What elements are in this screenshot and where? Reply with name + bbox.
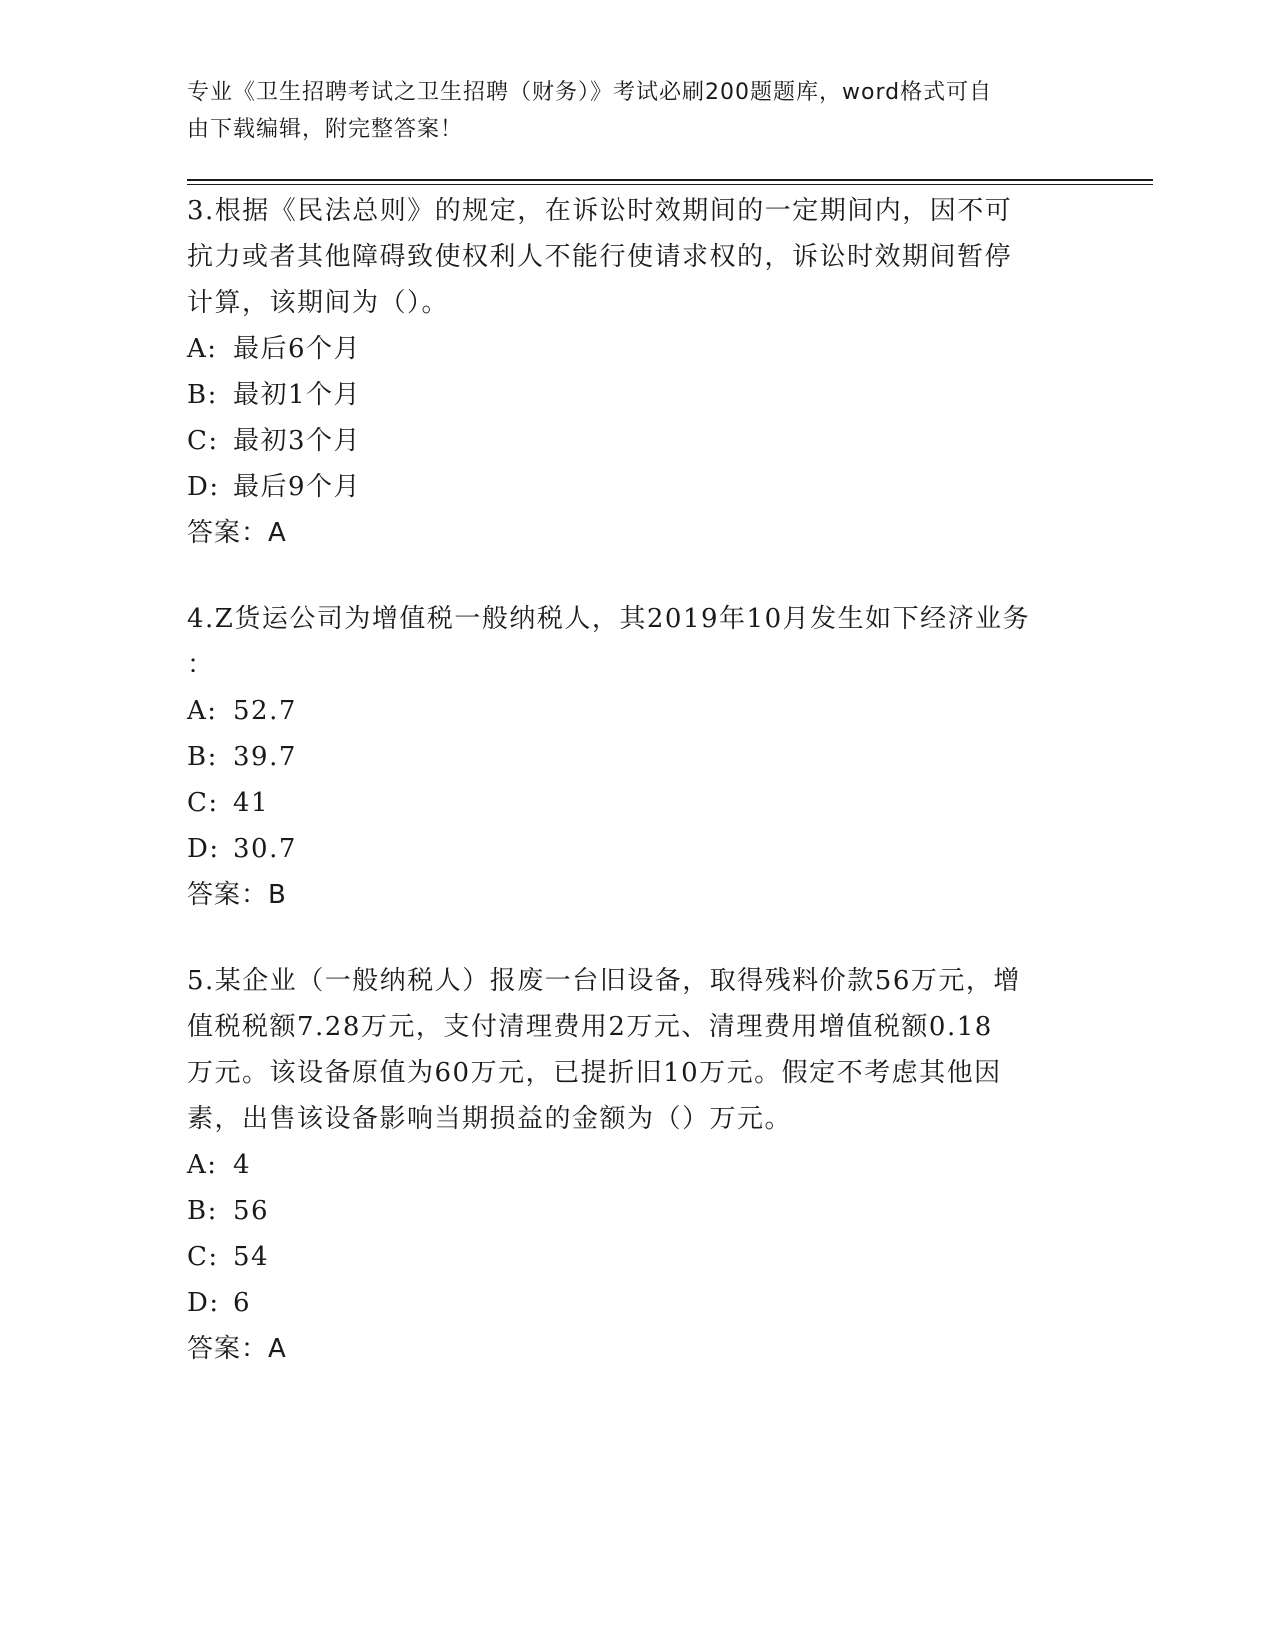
stem-line: 5.某企业（一般纳税人）报废一台旧设备，取得残料价款56万元，增 (187, 966, 1021, 996)
option-key: D: (187, 472, 220, 502)
option-key: C: (187, 788, 219, 818)
option-text: 39.7 (233, 742, 297, 772)
option-text: 41 (233, 788, 270, 818)
question-5 (187, 958, 1087, 1372)
stem-line: 值税税额7.28万元，支付清理费用2万元、清理费用增值税额0.18 (187, 1012, 993, 1042)
option-text: 最初3个月 (233, 426, 362, 456)
stem-line: 计算，该期间为（）。 (187, 288, 450, 318)
option-text: 最后9个月 (233, 472, 362, 502)
option-text: 30.7 (233, 834, 297, 864)
option-c (187, 418, 1087, 464)
stem-line: 4.Z货运公司为增值税一般纳税人，其2019年10月发生如下经济业务 (187, 604, 1031, 634)
option-key: D: (187, 834, 220, 864)
option-key: A: (187, 696, 218, 726)
option-text: 56 (233, 1196, 270, 1226)
option-key: A: (187, 334, 218, 364)
question-3 (187, 188, 1087, 556)
answer-line: 答案：B (187, 880, 287, 910)
option-text: 最初1个月 (233, 380, 362, 410)
header-divider-thin (187, 184, 1153, 185)
option-text: 52.7 (233, 696, 297, 726)
option-b (187, 372, 1087, 418)
option-key: C: (187, 426, 219, 456)
option-a (187, 1142, 1087, 1188)
option-d (187, 826, 1087, 872)
header-divider-thick (187, 179, 1153, 181)
question-stem (187, 188, 1087, 326)
question-stem (187, 596, 1087, 688)
answer-line: 答案：A (187, 518, 287, 548)
header-line-2: 由下载编辑，附完整答案！ (187, 117, 464, 142)
option-a (187, 326, 1087, 372)
question-4 (187, 596, 1087, 918)
option-c (187, 780, 1087, 826)
document-header (187, 74, 1067, 148)
answer-line: 答案：A (187, 1334, 287, 1364)
option-d (187, 464, 1087, 510)
option-b (187, 1188, 1087, 1234)
option-a (187, 688, 1087, 734)
option-text: 6 (233, 1288, 252, 1318)
stem-line: 3.根据《民法总则》的规定，在诉讼时效期间的一定期间内，因不可 (187, 196, 1013, 226)
option-key: C: (187, 1242, 219, 1272)
stem-line: 抗力或者其他障碍致使权利人不能行使请求权的，诉讼时效期间暂停 (187, 242, 1013, 272)
question-stem (187, 958, 1087, 1142)
option-text: 最后6个月 (233, 334, 362, 364)
stem-line: ： (187, 650, 215, 680)
option-text: 54 (233, 1242, 270, 1272)
option-c (187, 1234, 1087, 1280)
stem-line: 万元。该设备原值为60万元，已提折旧10万元。假定不考虑其他因 (187, 1058, 1002, 1088)
stem-line: 素，出售该设备影响当期损益的金额为（）万元。 (187, 1104, 793, 1134)
option-d (187, 1280, 1087, 1326)
option-text: 4 (233, 1150, 252, 1180)
header-line-1: 专业《卫生招聘考试之卫生招聘（财务）》考试必刷200题题库，word格式可自 (187, 80, 993, 105)
option-key: B: (187, 1196, 218, 1226)
option-key: A: (187, 1150, 218, 1180)
option-key: B: (187, 742, 218, 772)
option-key: D: (187, 1288, 220, 1318)
option-key: B: (187, 380, 218, 410)
option-b (187, 734, 1087, 780)
